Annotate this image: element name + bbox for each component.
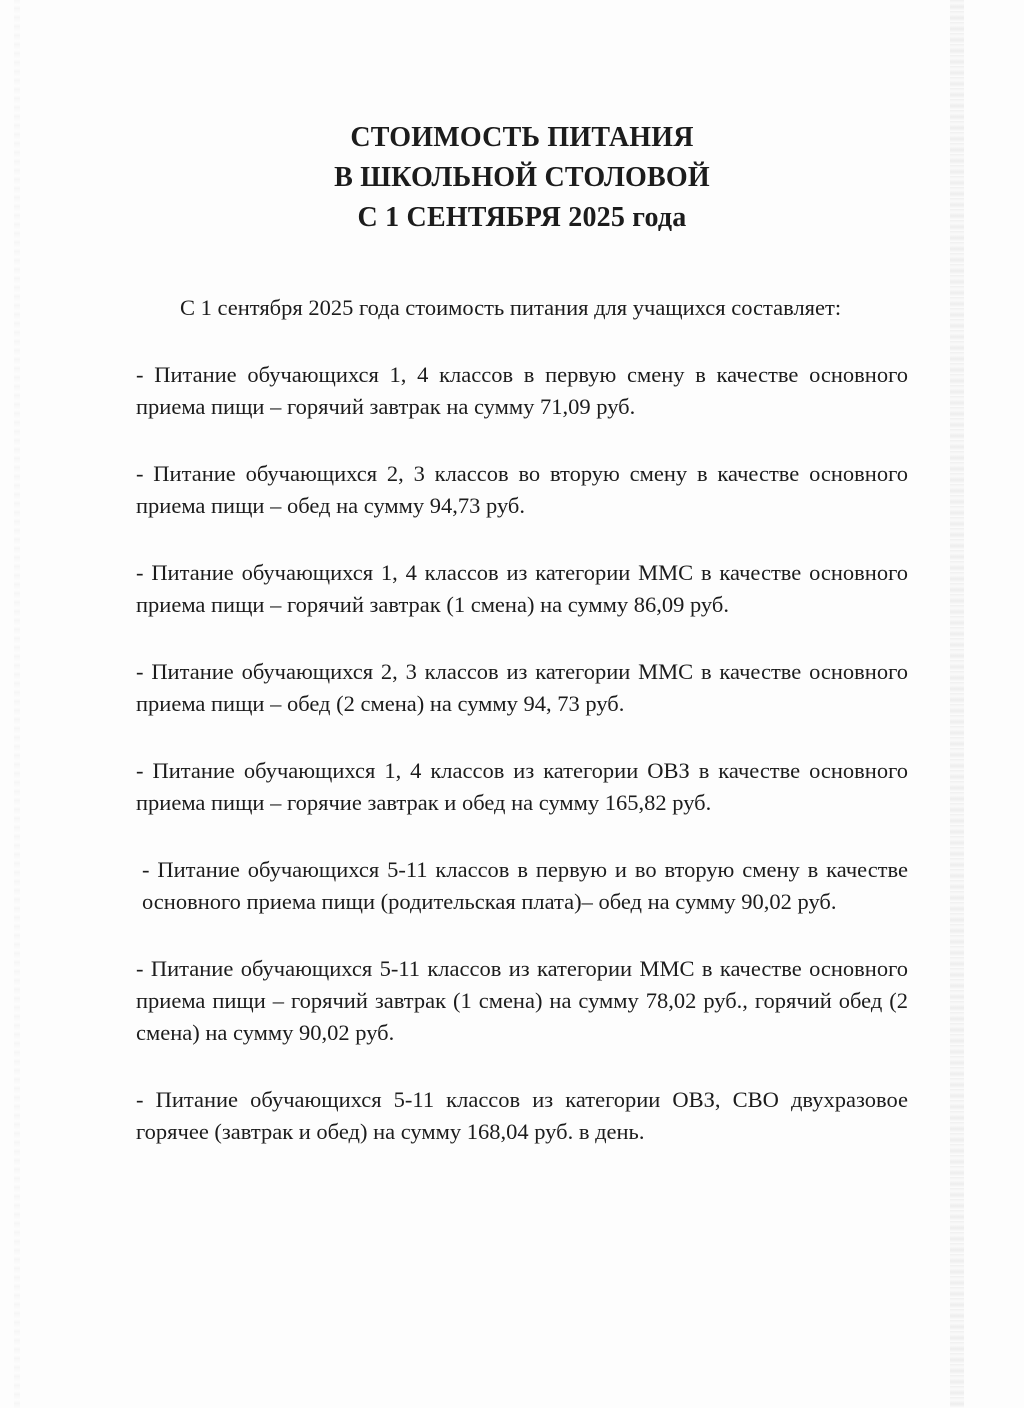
document-title <box>0 118 1024 238</box>
price-item-8: - Питание обучающихся 5-11 классов из категории ОВЗ, СВО двухразовое горячее (завтрак и обед) на сумму 168,04 руб. в день. <box>136 1087 908 1144</box>
price-item-7: - Питание обучающихся 5-11 классов из категории ММС в качестве основного приема пищи – горячий завтрак (1 смена) на сумму 78,02 руб., горячий обед (2 смена) на сумму 90,02 руб. <box>136 956 908 1045</box>
intro-paragraph: С 1 сентября 2025 года стоимость питания для учащихся составляет: <box>180 295 842 320</box>
price-item-6: - Питание обучающихся 5-11 классов в первую и во вторую смену в качестве основного приема пищи (родительская плата)– обед на сумму 90,02 руб. <box>142 857 908 914</box>
title-line-3: С 1 СЕНТЯБРЯ 2025 года <box>357 202 687 233</box>
price-item-4: - Питание обучающихся 2, 3 классов из категории ММС в качестве основного приема пищи – обед (2 смена) на сумму 94, 73 руб. <box>136 659 908 716</box>
price-item-1: - Питание обучающихся 1, 4 классов в первую смену в качестве основного приема пищи – горячий завтрак на сумму 71,09 руб. <box>136 362 908 419</box>
price-item-2: - Питание обучающихся 2, 3 классов во вторую смену в качестве основного приема пищи – обед на сумму 94,73 руб. <box>136 461 908 518</box>
price-item-3: - Питание обучающихся 1, 4 классов из категории ММС в качестве основного приема пищи – горячий завтрак (1 смена) на сумму 86,09 руб. <box>136 560 908 617</box>
document-body <box>136 292 908 1183</box>
title-line-1: СТОИМОСТЬ ПИТАНИЯ <box>350 122 694 153</box>
price-item-5: - Питание обучающихся 1, 4 классов из категории ОВЗ в качестве основного приема пищи – горячие завтрак и обед на сумму 165,82 руб. <box>136 758 908 815</box>
title-line-2: В ШКОЛЬНОЙ СТОЛОВОЙ <box>334 162 710 193</box>
